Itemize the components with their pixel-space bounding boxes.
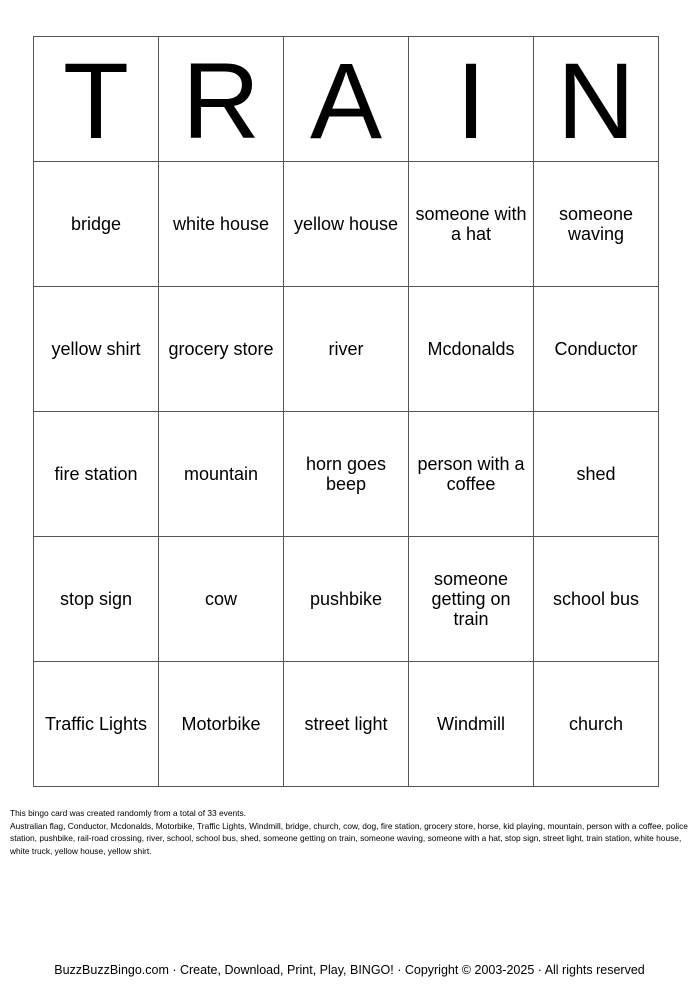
bingo-row (34, 412, 659, 537)
bingo-cell: school bus (534, 537, 659, 662)
bingo-row (34, 287, 659, 412)
bingo-row (34, 162, 659, 287)
bingo-header-row (34, 37, 659, 162)
bingo-cell: someone with a hat (409, 162, 534, 287)
bingo-cell: street light (284, 662, 409, 787)
bingo-cell: someone waving (534, 162, 659, 287)
bingo-cell: Mcdonalds (409, 287, 534, 412)
footnote-event-list: Australian flag, Conductor, Mcdonalds, Motorbike, Traffic Lights, Windmill, bridge, church, cow, dog, fire station, grocery store, horse, kid playing, mountain, person with a coffee, police station, pushbike, rail-road crossing, river, school, school bus, shed, someone getting on train, someone waving, someone with a hat, stop sign, street light, train station, white house, white truck, yellow house, yellow shirt. (10, 820, 688, 856)
header-letter-r: R (159, 37, 284, 162)
bingo-cell: stop sign (34, 537, 159, 662)
page-footer: BuzzBuzzBingo.com · Create, Download, Print, Play, BINGO! · Copyright © 2003-2025 · All rights reserved (54, 963, 645, 977)
header-letter-i: I (409, 37, 534, 162)
bingo-cell: pushbike (284, 537, 409, 662)
bingo-cell: someone getting on train (409, 537, 534, 662)
bingo-cell: mountain (159, 412, 284, 537)
bingo-cell: river (284, 287, 409, 412)
bingo-row (34, 537, 659, 662)
bingo-cell: shed (534, 412, 659, 537)
bingo-cell: Conductor (534, 287, 659, 412)
card-footnote (10, 807, 690, 857)
bingo-cell: yellow house (284, 162, 409, 287)
bingo-cell: white house (159, 162, 284, 287)
bingo-cell: horn goes beep (284, 412, 409, 537)
bingo-cell: grocery store (159, 287, 284, 412)
bingo-cell: Motorbike (159, 662, 284, 787)
bingo-cell: bridge (34, 162, 159, 287)
bingo-cell: Windmill (409, 662, 534, 787)
bingo-cell: church (534, 662, 659, 787)
bingo-row (34, 662, 659, 787)
bingo-cell: Traffic Lights (34, 662, 159, 787)
bingo-card (33, 36, 659, 787)
header-letter-t: T (34, 37, 159, 162)
bingo-cell: person with a coffee (409, 412, 534, 537)
header-letter-n: N (534, 37, 659, 162)
bingo-cell: cow (159, 537, 284, 662)
footnote-summary: This bingo card was created randomly from a total of 33 events. (10, 808, 247, 818)
header-letter-a: A (284, 37, 409, 162)
bingo-cell: yellow shirt (34, 287, 159, 412)
bingo-cell: fire station (34, 412, 159, 537)
